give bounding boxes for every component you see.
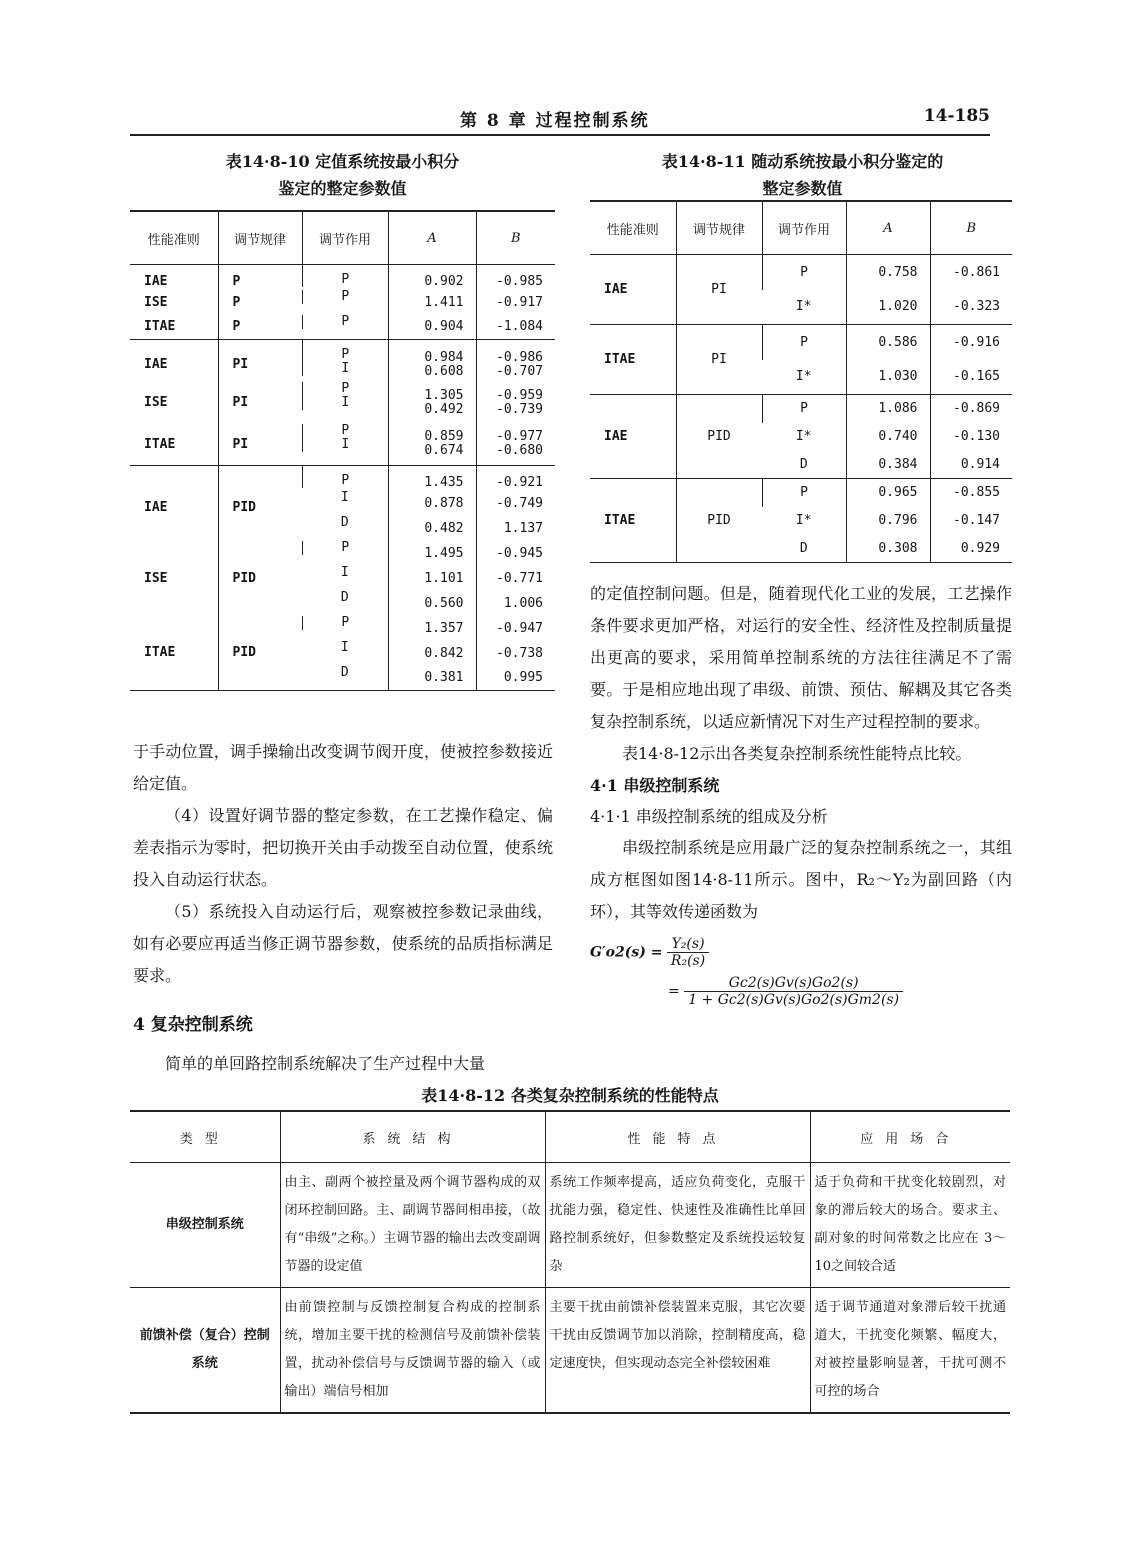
t12-feedforward-application: 适于调节通道对象滞后较干扰通道大，干扰变化频繁、幅度大，对被控量影响显著，干扰可测不可控的场合 [810,1288,1010,1414]
t11-b-cell: -0.165 [930,360,1012,395]
t10-b-cell: 0.995 [476,666,555,691]
t10-b-cell: 1.006 [476,591,555,616]
table12-grid [130,1110,1010,1414]
t11-criterion-cell: IAE [604,282,628,297]
t11-action-cell: D [799,540,808,556]
t10-a-cell: 0.859 0.674 [388,424,476,466]
t11-action-cell: I* [795,429,812,444]
right-paragraph-1: 的定值控制问题。但是，随着现代化工业的发展，工艺操作条件要求更加严格，对运行的安全性、经济性及控制质量提出更高的要求，采用简单控制系统的方法往往满足不了需要。于是相应地出现了串级、前馈、预估、解耦及其它各类复杂控制系统，以适应新情况下对生产过程控制的要求。 [590,584,1012,731]
t10-law-cell: PI [218,424,302,466]
t11-a-cell: 1.086 [846,395,930,423]
t10-action-cell: D [340,514,349,530]
t11-col-criterion: 性能准则 [590,201,676,255]
right-text [590,578,1012,1008]
t11-a-cell: 1.030 [846,360,930,395]
t10-a-cell: 0.878 [388,491,476,516]
t10-action-cell: P [302,616,388,630]
table11-title-line1: 表14·8-11 随动系统按最小积分鉴定的 [661,152,944,171]
formula-den-2: 1 + Gc2(s)Gv(s)Go2(s)Gm2(s) [688,992,900,1008]
t10-a-cell: 0.904 [388,315,476,340]
t11-a-cell: 0.740 [846,423,930,451]
t11-b-cell: -0.855 [930,479,1012,507]
left-paragraph-3: （5）系统投入自动运行后，观察被控参数记录曲线，如有必要应再适当修正调节器参数，使系统的品质指标满足要求。 [133,902,553,985]
table-row [130,616,555,641]
t11-action-cell: D [799,456,808,472]
t10-a-cell: 0.381 [388,666,476,691]
table12 [130,1110,1010,1414]
t11-action-cell: I* [795,299,812,315]
t12-feedforward-type: 前馈补偿（复合）控制系统 [130,1288,280,1414]
t11-criterion-cell: ITAE [604,352,636,367]
t10-b-cell: -0.917 [476,290,555,315]
left-paragraph-1: 于手动位置，调手操输出改变调节阀开度，使被控参数接近给定值。 [133,742,553,793]
formula-fraction-2 [684,975,903,1008]
table12-caption: 表14·8-12 各类复杂控制系统的性能特点 [421,1086,719,1105]
t10-a-cell: 0.984 0.608 [388,340,476,382]
t12-feedforward-performance: 主要干扰由前馈补偿装置来克服，其它次要干扰由反馈调节加以消除，控制精度高，稳定速度快，但实现动态完全补偿较困难 [545,1288,810,1414]
t10-b-cell: -0.749 [476,491,555,516]
t10-criterion-cell: ISE [144,294,168,310]
t11-col-action: 调节作用 [762,201,846,255]
right-paragraph-3: 串级控制系统是应用最广泛的复杂控制系统之一，其组成方框图如图14·8-11所示。图中，R₂～Y₂为副回路（内环），其等效传递函数为 [590,838,1012,921]
table-row [590,395,1012,423]
t12-col-type: 类型 [130,1111,280,1163]
t10-criterion-cell: ITAE [144,645,176,661]
table11-title-line2: 整定参数值 [762,179,843,198]
t10-law-cell: P [218,265,302,290]
t10-a-cell: 1.357 [388,616,476,641]
t12-col-application: 应用场合 [810,1111,1010,1163]
t10-col-b: B [476,211,555,265]
t10-criterion-cell: ISE [144,395,168,410]
t11-a-cell: 0.308 [846,535,930,563]
t10-law-cell: PID [218,466,302,541]
t10-b-cell: -0.986 -0.707 [476,340,555,382]
left-paragraph-2: （4）设置好调节器的整定参数，在工艺操作稳定、偏差表指示为零时，把切换开关由手动拨至自动位置，使系统投入自动运行状态。 [133,806,553,889]
t10-action-cell: D [340,664,349,680]
t11-criterion-cell: ITAE [604,513,636,528]
table10-grid [130,210,555,691]
t11-action-cell: I* [795,369,812,385]
formula-lhs: G′o2(s) = [590,944,663,961]
t10-col-a: A [388,211,476,265]
right-paragraph-2: 表14·8-12示出各类复杂控制系统性能特点比较。 [622,744,972,763]
t10-b-cell: -0.738 [476,641,555,666]
formula-num-1: Y₂(s) [667,936,709,953]
t10-criterion-cell: IAE [144,273,168,289]
t11-action-cell: P [762,255,846,290]
t10-criterion-cell: ISE [144,570,168,586]
t12-cascade-application: 适于负荷和干扰变化较剧烈，对象的滞后较大的场合。要求主、副对象的时间常数之比应在 3～10之间较合适 [810,1163,1010,1288]
t10-action-cell: P [302,290,388,304]
table-row [130,290,555,315]
t11-law-cell: PID [676,395,762,479]
table11 [590,200,1012,563]
t10-b-cell: -0.771 [476,566,555,591]
table-row [130,340,555,382]
t11-b-cell: -0.916 [930,325,1012,360]
t11-a-cell: 0.586 [846,325,930,360]
t11-law-cell: PI [676,255,762,325]
t11-col-a: A [846,201,930,255]
table-row [130,382,555,424]
t11-a-cell: 0.758 [846,255,930,290]
t12-cascade-type: 串级控制系统 [130,1163,280,1288]
t10-criterion-cell: ITAE [144,319,176,335]
formula-fraction-1 [667,936,709,969]
t10-action-cell: I [340,639,349,655]
t10-col-action: 调节作用 [302,211,388,265]
t10-action-cell: P I [302,340,388,376]
table-row [590,255,1012,290]
page-number: 14-185 [923,106,990,126]
t10-action-cell: P I [302,424,388,452]
t10-action-cell: P [302,466,388,488]
t11-b-cell: -0.130 [930,423,1012,451]
table-row [130,1163,1010,1288]
t10-b-cell: 1.137 [476,516,555,541]
t10-b-cell: -0.959 -0.739 [476,382,555,424]
section-heading-4: 4 复杂控制系统 [133,1015,253,1035]
t11-a-cell: 0.796 [846,507,930,535]
t12-col-performance: 性能特点 [545,1111,810,1163]
table10-title-line2: 鉴定的整定参数值 [278,179,407,198]
t11-col-law: 调节规律 [676,201,762,255]
t11-b-cell: -0.323 [930,290,1012,325]
t11-b-cell: -0.869 [930,395,1012,423]
left-paragraph-4: 简单的单回路控制系统解决了生产过程中大量 [165,1054,486,1073]
table-row [130,315,555,340]
t11-b-cell: 0.914 [930,451,1012,479]
t11-action-cell: I* [795,513,812,528]
left-text [133,736,553,1080]
t11-action-cell: P [762,479,846,507]
table-row [130,1288,1010,1414]
t10-a-cell: 1.495 [388,541,476,566]
heading-4-1-1: 4·1·1 串级控制系统的组成及分析 [590,807,828,826]
table10-caption [130,148,555,202]
t11-col-b: B [930,201,1012,255]
t10-b-cell: -0.977 -0.680 [476,424,555,466]
t10-law-cell: PI [218,340,302,382]
page-header [130,104,990,136]
t10-b-cell: -1.084 [476,315,555,340]
t12-cascade-performance: 系统工作频率提高，适应负荷变化，克服干扰能力强，稳定性、快速性及准确性比单回路控制系统好，但参数整定及系统投运较复杂 [545,1163,810,1288]
t10-b-cell: -0.945 [476,541,555,566]
table-row [130,265,555,290]
t10-b-cell: -0.985 [476,265,555,290]
t11-criterion-cell: IAE [604,429,628,444]
t10-action-cell: P [302,265,388,287]
t10-b-cell: -0.947 [476,616,555,641]
t10-action-cell: I [340,489,349,505]
t10-action-cell: P I [302,382,388,410]
table10-title-line1: 表14·8-10 定值系统按最小积分 [225,152,460,171]
t10-criterion-cell: ITAE [144,436,176,452]
chapter-title: 第 8 章 过程控制系统 [460,111,650,131]
formula-line-1 [590,936,1012,969]
transfer-function [590,936,1012,1008]
t11-a-cell: 0.384 [846,451,930,479]
t10-action-cell: D [340,589,349,605]
t10-a-cell: 0.482 [388,516,476,541]
t12-cascade-structure: 由主、副两个被控量及两个调节器构成的双闭环控制回路。主、副调节器间相串接，（故有“串级”之称。）主调节器的输出去改变副调节器的设定值 [280,1163,545,1288]
t10-a-cell: 1.435 [388,466,476,491]
table10 [130,210,555,691]
t10-law-cell: PID [218,541,302,616]
t10-action-cell: P [302,315,388,329]
heading-4-1: 4·1 串级控制系统 [590,776,720,795]
t11-b-cell: -0.861 [930,255,1012,290]
t12-feedforward-structure: 由前馈控制与反馈控制复合构成的控制系统，增加主要干扰的检测信号及前馈补偿装置，扰动补偿信号与反馈调节器的输入（或输出）端信号相加 [280,1288,545,1414]
t10-a-cell: 1.101 [388,566,476,591]
table-row [130,541,555,566]
t10-col-criterion: 性能准则 [130,211,218,265]
t10-law-cell: P [218,315,302,340]
formula-num-2: Gc2(s)Gv(s)Go2(s) [684,975,903,992]
table-row [590,479,1012,507]
t10-a-cell: 0.902 [388,265,476,290]
t11-b-cell: -0.147 [930,507,1012,535]
table11-caption [590,148,1015,202]
table-row [130,424,555,466]
formula-line-2 [668,975,1012,1008]
t10-action-cell: I [340,564,349,580]
t10-a-cell: 0.842 [388,641,476,666]
t11-action-cell: P [762,395,846,423]
t11-law-cell: PI [676,325,762,395]
t12-col-structure: 系统结构 [280,1111,545,1163]
t10-action-cell: P [302,541,388,555]
t10-b-cell: -0.921 [476,466,555,491]
t10-law-cell: P [218,290,302,315]
t10-criterion-cell: IAE [144,357,168,373]
t11-a-cell: 1.020 [846,290,930,325]
t10-criterion-cell: IAE [144,499,168,515]
table-row [590,325,1012,360]
t10-a-cell: 1.305 0.492 [388,382,476,424]
formula-eq-2: = [668,983,680,1000]
t10-col-law: 调节规律 [218,211,302,265]
t11-b-cell: 0.929 [930,535,1012,563]
formula-den-1: R₂(s) [670,953,706,969]
t11-action-cell: P [762,325,846,360]
table-row [130,466,555,491]
t11-a-cell: 0.965 [846,479,930,507]
t10-a-cell: 1.411 [388,290,476,315]
t10-law-cell: PID [218,616,302,691]
t10-a-cell: 0.560 [388,591,476,616]
table11-grid [590,200,1012,563]
t10-law-cell: PI [218,382,302,424]
t11-law-cell: PID [676,479,762,563]
